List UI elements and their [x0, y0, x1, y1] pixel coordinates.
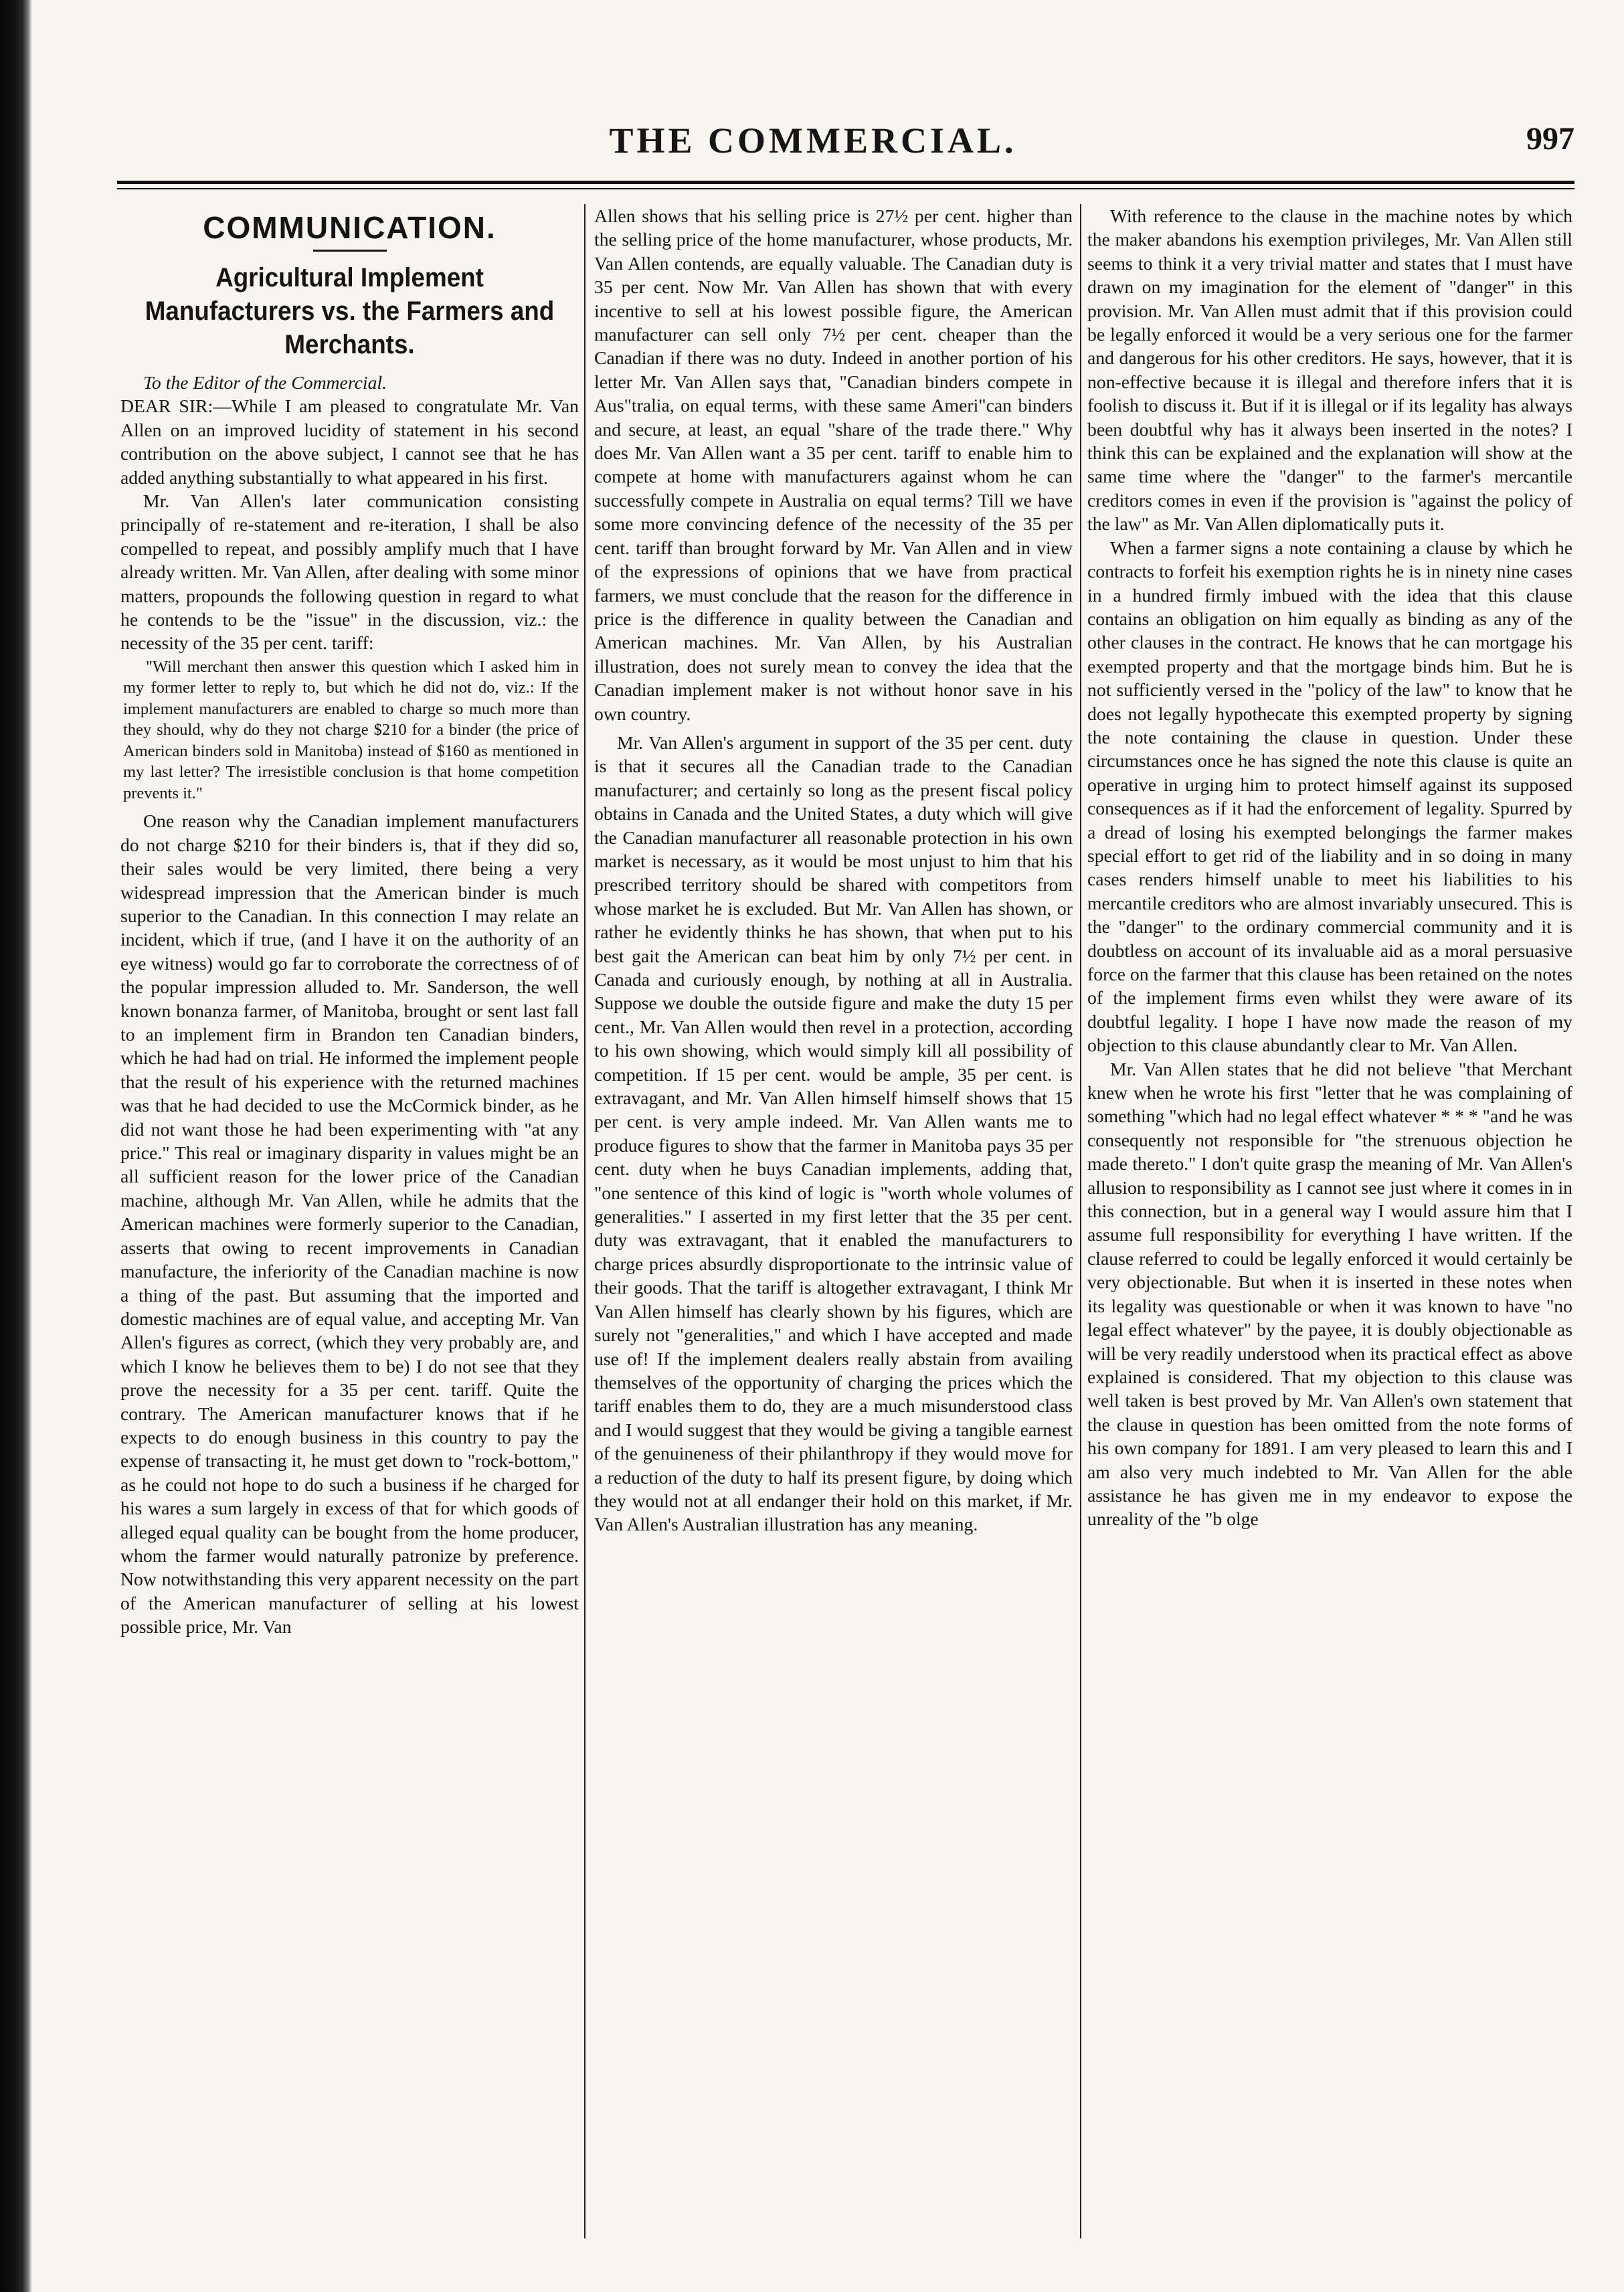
- paragraph: When a farmer signs a note containing a clause by which he contracts to forfeit his exemption rights he is in ninety nine cases in a hundred firmly imbued with the idea that this clause contains an obligation on him equally as binding as any of the other clauses in the contract. He knows that he can mortgage his exempted property and that the mortgage binds him. But he is not sufficiently versed in the "policy of the law" to know that he does not legally hypothecate this exempted property by signing the note containing the clause in question. Under these circumstances once he has signed the note this clause is quite an operative in urging him to protect himself against its supposed consequences as if it had the enforcement of legality. Spurred by a dread of losing his exempted belongings the farmer makes special effort to get rid of the liability and in so doing in many cases renders himself unable to meet his liabilities to his mercantile creditors who are almost invariably unsecured. This is the "danger" to the ordinary commercial community and it is doubtless on account of its invaluable aid as a moral persuasive force on the farmer that this clause has been retained on the notes of the implement firms even whilst they were aware of its doubtful legality. I hope I have now made the reason of my objection to this clause abundantly clear to Mr. Van Allen.: [1087, 537, 1572, 1056]
- quote-text: "Will merchant then answer this question which I asked him in my former letter to reply to, but which he did not do, viz.: If the implement manufacturers are enabled to charge so much more than they should, why do they not charge $210 for a binder (the price of American binders sold in Manitoba) instead of $160 as mentioned in my last letter? The irresistible conclusion is that home competition prevents it.": [123, 657, 579, 802]
- paragraph: DEAR SIR:—While I am pleased to congratulate Mr. Van Allen on an improved lucidity of statement in his second contribution on the above subject, I cannot see that he has added anything substantially to what appeared in his first.: [120, 395, 579, 488]
- section-title: COMMUNICATION.: [203, 210, 497, 245]
- column-2: [594, 204, 1073, 2232]
- paragraph: Mr. Van Allen's later communication consisting principally of re-statement and re-iteration, I shall be also compelled to repeat, and possibly amplify much that I have already written. Mr. Van Allen, after dealing with some minor matters, propounds the following question in regard to what he contends to be the "issue" in the discussion, viz.: the necessity of the 35 per cent. tariff:: [120, 491, 579, 654]
- header-rule-thin: [117, 188, 1574, 189]
- paragraph: One reason why the Canadian implement manufacturers do not charge $210 for their binders is, that if they did so, their sales would be very limited, there being a very widespread impression that the American binder is much superior to the Canadian. In this connection I may relate an incident, which if true, (and I have it on the authority of an eye witness) would go far to corroborate the correctness of of the popular impression alluded to. Mr. Sanderson, the well known bonanza farmer, of Manitoba, brought or sent last fall to an implement firm in Brandon ten Canadian binders, which he had had on trial. He informed the implement people that the result of his experience with the returned machines was that he had decided to use the McCormick binder, as he did not want those he had been experimenting with "at any price." This real or imaginary disparity in values might be an all sufficient reason for the lower price of the Canadian machine, although Mr. Van Allen, while he admits that the American machines were formerly superior to the Canadian, asserts that owing to recent improvements in Canadian manufacture, the inferiority of the Canadian machine is now a thing of the past. But assuming that the imported and domestic machines are of equal value, and accepting Mr. Van Allen's figures as correct, (which they very probably are, and which I know he believes them to be) I do not see that they prove the necessity for a 35 per cent. tariff. Quite the contrary. The American manufacturer knows that if he expects to do enough business in this country to pay the expense of transacting it, he must get down to "rock-bottom," as he could not hope to do such a business if he charged for his wares a sum largely in excess of that for which goods of alleged equal quality can be bought from the home producer, whom the farmer would naturally patronize by preference. Now notwithstanding this very apparent necessity on the part of the American manufacturer of selling at his lowest possible price, Mr. Van: [120, 810, 579, 1638]
- block-quote: [120, 656, 579, 804]
- paragraph: With reference to the clause in the machine notes by which the maker abandons his exemption privileges, Mr. Van Allen still seems to think it a very trivial matter and states that I must have drawn on my imagination for the element of "danger" in this provision. Mr. Van Allen must admit that if this provision could be legally enforced it would be a very serious one for the farmer and dangerous for his other creditors. He says, however, that it is non-effective because it is illegal and therefore infers that it is foolish to discuss it. But if it is illegal or if its legality has always been doubtful why has it always been inserted in the notes? I think this can be explained and the explanation will show at the same time where the "danger" to the farmer's mercantile creditors comes in even if the provision is "against the policy of the law" as Mr. Van Allen diplomatically puts it.: [1087, 205, 1572, 535]
- column-3: [1087, 204, 1572, 2232]
- paragraph: Allen shows that his selling price is 27½ per cent. higher than the selling price of the home manufacturer, whose products, Mr. Van Allen contends, are equally valuable. The Canadian duty is 35 per cent. Now Mr. Van Allen has shown that with every incentive to sell at his lowest possible figure, the American manufacturer can sell only 7½ per cent. cheaper than the Canadian if there was no duty. Indeed in another portion of his letter Mr. Van Allen says that, "Canadian binders compete in Aus"tralia, on equal terms, with these same Ameri"can binders and secure, at least, an equal "share of the trade there." Why does Mr. Van Allen want a 35 per cent. tariff to enable him to compete at home with manufacturers against whom he can successfully compete in Australia on equal terms? Till we have some more convincing defence of the necessity of the 35 per cent. tariff than brought forward by Mr. Van Allen and in view of the expressions of opinions that we have from practical farmers, we must conclude that the reason for the difference in price is the difference in quality between the Canadian and American machines. Mr. Van Allen, by his Australian illustration, does not surely mean to convey the idea that the Canadian implement maker is not without honor save in his own country.: [594, 205, 1073, 724]
- column-divider: [584, 204, 585, 2238]
- article-title: Agricultural Implement Manufacturers vs. the Farmers and Merchants.: [145, 263, 555, 359]
- binding-edge: [0, 0, 32, 2292]
- page-number: 997: [1526, 121, 1574, 157]
- salutation: To the Editor of the Commercial.: [143, 372, 387, 393]
- column-divider: [1080, 204, 1081, 2238]
- paragraph: Mr. Van Allen's argument in support of the 35 per cent. duty is that it secures all the Canadian trade to the Canadian manufacturer; and certainly so long as the present fiscal policy obtains in Canada and the United States, a duty which will give the Canadian manufacturer all reasonable protection in his own market is necessary, as it would be most unjust to him that his prescribed territory should be shared with competitors from whose market he is excluded. But Mr. Van Allen has shown, or rather he evidently thinks he has shown, that when put to his best gait the American can beat him by only 7½ per cent. in Canada and curiously enough, by nothing at all in Australia. Suppose we double the outside figure and make the duty 15 per cent., Mr. Van Allen would then revel in a protection, according to his own showing, which would simply kill all possibility of competition. If 15 per cent. would be ample, 35 per cent. is extravagant, and Mr. Van Allen himself himself shows that 15 per cent. is very ample indeed. Mr. Van Allen wants me to produce figures to show that the farmer in Manitoba pays 35 per cent. duty when he buys Canadian implements, adding that, "one sentence of this kind of logic is "worth whole volumes of generalities." I asserted in my first letter that the 35 per cent. duty was extravagant, that it enabled the manufacturers to charge prices absurdly disproportionate to the intrinsic value of their goods. That the tariff is altogether extravagant, I think Mr Van Allen himself has clearly shown by his figures, which are surely not "generalities," and which I have accepted and made use of! If the implement dealers really abstain from availing themselves of the opportunity of charging the prices which the tariff enables them to do, they are a much misunderstood class and I would suggest that they would be giving a tangible earnest of the genuineness of their philanthropy if they would move for a reduction of the duty to half its present figure, by doing which they would not at all endanger their hold on this market, if Mr. Van Allen's Australian illustration has any meaning.: [594, 731, 1073, 1535]
- title-rule: [313, 250, 387, 252]
- paragraph: Mr. Van Allen states that he did not believe "that Merchant knew when he wrote his first "letter that he was complaining of something "which had no legal effect whatever * * * "and he was consequently not responsible for "the strenuous objection he made thereto." I don't quite grasp the meaning of Mr. Van Allen's allusion to responsibility as I cannot see just where it comes in in this connection, but in a general way I would assure him that I assume full responsibility for everything I have written. If the clause referred to could be legally enforced it would certainly be very objectionable. But when it is inserted in these notes when its legality was questionable or when it was known to have "no legal effect whatever" by the payee, it is doubly objectionable as will be very readily understood when its practical effect as above explained is considered. That my objection to this clause was well taken is best proved by Mr. Van Allen's own statement that the clause in question has been omitted from the note forms of his own company for 1891. I am very pleased to learn this and I am also very much indebted to Mr. Van Allen for the able assistance he has given me in my endeavor to expose the unreality of the "b olge: [1087, 1058, 1572, 1530]
- column-1: [120, 204, 579, 2232]
- header-rule: [117, 181, 1574, 184]
- masthead: THE COMMERCIAL.: [609, 120, 1017, 161]
